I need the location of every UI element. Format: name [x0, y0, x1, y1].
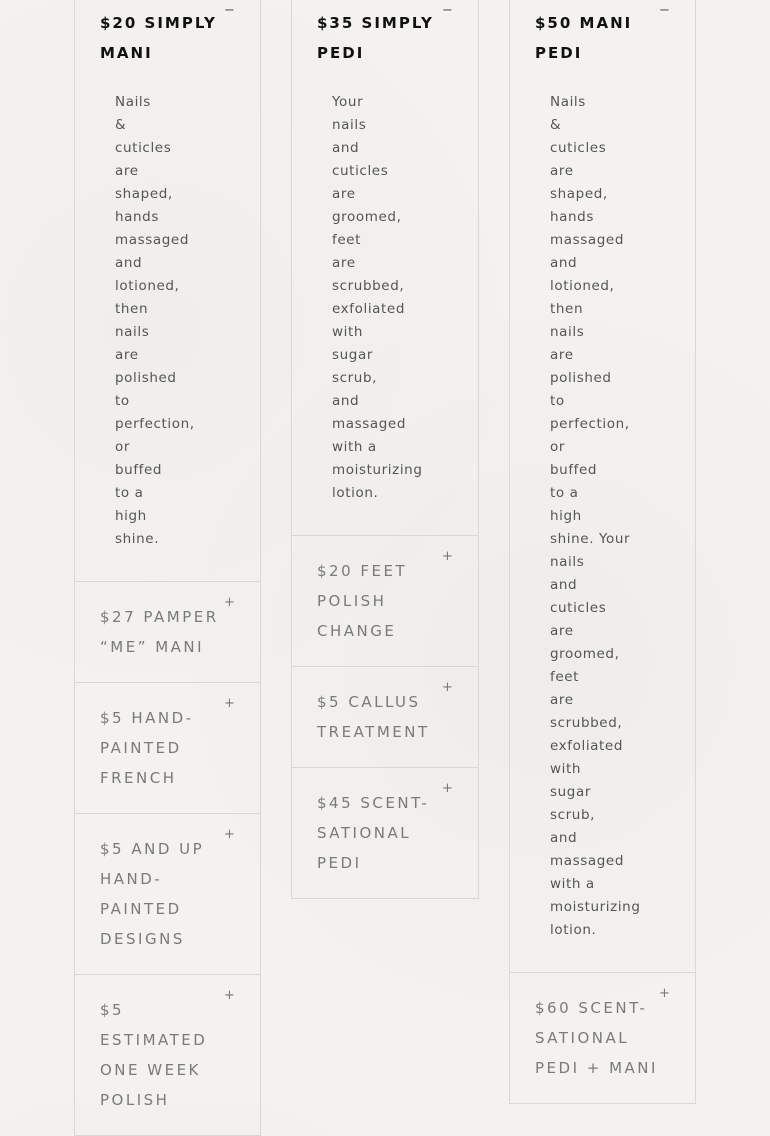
expand-icon[interactable]: + — [224, 696, 235, 711]
description-line: hands — [115, 209, 159, 225]
service-title-line: PEDI + MANI — [535, 1059, 658, 1077]
description-line: Your — [332, 94, 364, 110]
service-title-line: $50 MANI — [535, 14, 633, 32]
service-title-line: $35 SIMPLY — [317, 14, 434, 32]
accordion-header[interactable] — [75, 3, 260, 68]
description-line: feet — [550, 669, 580, 685]
description-line: scrubbed, — [550, 715, 623, 731]
description-line: to a — [115, 485, 144, 501]
description-line: sugar — [332, 347, 373, 363]
description-line: Nails — [550, 94, 586, 110]
accordion-header[interactable] — [292, 549, 478, 646]
service-title-line: PAINTED — [100, 739, 182, 757]
description-line: groomed, — [550, 646, 620, 662]
description-line: and — [550, 255, 578, 271]
description-line: high — [550, 508, 582, 524]
description-line: polished — [550, 370, 612, 386]
description-line: high — [115, 508, 147, 524]
description-line: are — [115, 347, 139, 363]
description-line: with a — [332, 439, 377, 455]
description-line: with — [332, 324, 364, 340]
expand-icon[interactable]: + — [224, 827, 235, 842]
description-line: and — [332, 393, 360, 409]
service-title-line: ONE WEEK — [100, 1061, 201, 1079]
description-line: are — [550, 347, 574, 363]
description-line: massaged — [115, 232, 190, 248]
service-title-line: MANI — [100, 44, 153, 62]
accordion-item — [75, 581, 260, 682]
service-title-line: $45 SCENT- — [317, 794, 430, 812]
accordion-header[interactable] — [75, 696, 260, 793]
description-line: buffed — [550, 462, 598, 478]
accordion-item — [510, 972, 695, 1103]
accordion-item — [75, 813, 260, 974]
expand-icon[interactable]: + — [442, 781, 453, 796]
description-line: hands — [550, 209, 594, 225]
description-line: lotion. — [332, 485, 379, 501]
services-column-pedicure — [291, 0, 479, 899]
description-line: then — [550, 301, 584, 317]
description-line: or — [115, 439, 131, 455]
description-line: moisturizing — [332, 462, 423, 478]
accordion-header[interactable] — [292, 3, 478, 68]
expand-icon[interactable]: + — [659, 986, 670, 1001]
service-title-line: DESIGNS — [100, 930, 185, 948]
description-line: massaged — [550, 853, 625, 869]
service-description — [75, 68, 260, 581]
description-line: are — [550, 163, 574, 179]
service-title-line: HAND- — [100, 870, 163, 888]
description-line: shine. Your — [550, 531, 631, 547]
description-line: buffed — [115, 462, 163, 478]
description-line: are — [550, 692, 574, 708]
accordion-item — [75, 682, 260, 813]
service-title-line: CHANGE — [317, 622, 397, 640]
service-title-line: SATIONAL — [317, 824, 412, 842]
accordion-header[interactable] — [75, 827, 260, 954]
service-title-line: PEDI — [317, 854, 362, 872]
description-line: nails — [550, 324, 585, 340]
expand-icon[interactable]: + — [224, 595, 235, 610]
description-line: massaged — [332, 416, 407, 432]
description-line: cuticles — [550, 140, 607, 156]
expand-icon[interactable]: + — [442, 549, 453, 564]
service-title-line: $27 PAMPER — [100, 608, 219, 626]
service-description — [510, 68, 695, 972]
accordion-item — [75, 0, 260, 581]
description-line: with a — [550, 876, 595, 892]
service-title-line: $5 CALLUS — [317, 693, 421, 711]
expand-icon[interactable]: + — [442, 680, 453, 695]
description-line: shaped, — [115, 186, 173, 202]
description-line: shine. — [115, 531, 160, 547]
service-title-line: PEDI — [535, 44, 583, 62]
description-line: lotioned, — [550, 278, 615, 294]
service-title-line: $60 SCENT- — [535, 999, 648, 1017]
accordion-header[interactable] — [75, 988, 260, 1115]
accordion-header[interactable] — [292, 680, 478, 747]
description-line: to a — [550, 485, 579, 501]
expand-icon[interactable]: + — [224, 988, 235, 1003]
description-line: perfection, — [115, 416, 195, 432]
description-line: or — [550, 439, 566, 455]
collapse-icon[interactable]: − — [224, 3, 235, 18]
service-title-line: POLISH — [100, 1091, 170, 1109]
description-line: scrub, — [550, 807, 596, 823]
description-line: scrub, — [332, 370, 378, 386]
accordion-item — [292, 535, 478, 666]
accordion-header[interactable] — [75, 595, 260, 662]
service-title-line: “ME” MANI — [100, 638, 205, 656]
description-line: then — [115, 301, 149, 317]
accordion-header[interactable] — [292, 781, 478, 878]
description-line: and — [115, 255, 143, 271]
service-description — [292, 68, 478, 535]
service-title-line: PEDI — [317, 44, 365, 62]
description-line: lotion. — [550, 922, 597, 938]
description-line: and — [550, 830, 578, 846]
accordion-item — [292, 666, 478, 767]
accordion-header[interactable] — [510, 3, 695, 68]
description-line: massaged — [550, 232, 625, 248]
collapse-icon[interactable]: − — [442, 3, 453, 18]
description-line: are — [332, 186, 356, 202]
description-line: and — [550, 577, 578, 593]
description-line: & — [550, 117, 562, 133]
service-title-line: $5 HAND- — [100, 709, 194, 727]
description-line: to — [550, 393, 565, 409]
description-line: feet — [332, 232, 362, 248]
description-line: cuticles — [115, 140, 172, 156]
service-title-line: $20 FEET — [317, 562, 408, 580]
description-line: exfoliated — [550, 738, 624, 754]
service-title-line: $5 ESTIMATED — [100, 1001, 208, 1049]
description-line: Nails — [115, 94, 151, 110]
description-line: sugar — [550, 784, 591, 800]
description-line: shaped, — [550, 186, 608, 202]
services-column-manicure — [74, 0, 261, 1136]
description-line: are — [332, 255, 356, 271]
service-title-line: TREATMENT — [317, 723, 430, 741]
accordion-item — [75, 974, 260, 1135]
description-line: moisturizing — [550, 899, 641, 915]
service-title-line: FRENCH — [100, 769, 177, 787]
service-title-line: SATIONAL — [535, 1029, 630, 1047]
description-line: with — [550, 761, 582, 777]
service-title-line: PAINTED — [100, 900, 182, 918]
description-line: exfoliated — [332, 301, 406, 317]
accordion-item — [510, 0, 695, 972]
service-title-line: $20 SIMPLY — [100, 14, 217, 32]
description-line: cuticles — [550, 600, 607, 616]
description-line: perfection, — [550, 416, 630, 432]
description-line: lotioned, — [115, 278, 180, 294]
description-line: are — [550, 623, 574, 639]
description-line: and — [332, 140, 360, 156]
description-line: groomed, — [332, 209, 402, 225]
description-line: & — [115, 117, 127, 133]
description-line: polished — [115, 370, 177, 386]
description-line: nails — [332, 117, 367, 133]
description-line: are — [115, 163, 139, 179]
description-line: to — [115, 393, 130, 409]
description-line: nails — [550, 554, 585, 570]
service-title-line: POLISH — [317, 592, 387, 610]
service-title-line: $5 AND UP — [100, 840, 205, 858]
description-line: cuticles — [332, 163, 389, 179]
accordion-header[interactable] — [510, 986, 695, 1083]
accordion-item — [292, 767, 478, 898]
services-column-combo — [509, 0, 696, 1104]
description-line: nails — [115, 324, 150, 340]
accordion-item — [292, 0, 478, 535]
collapse-icon[interactable]: − — [659, 3, 670, 18]
description-line: scrubbed, — [332, 278, 405, 294]
